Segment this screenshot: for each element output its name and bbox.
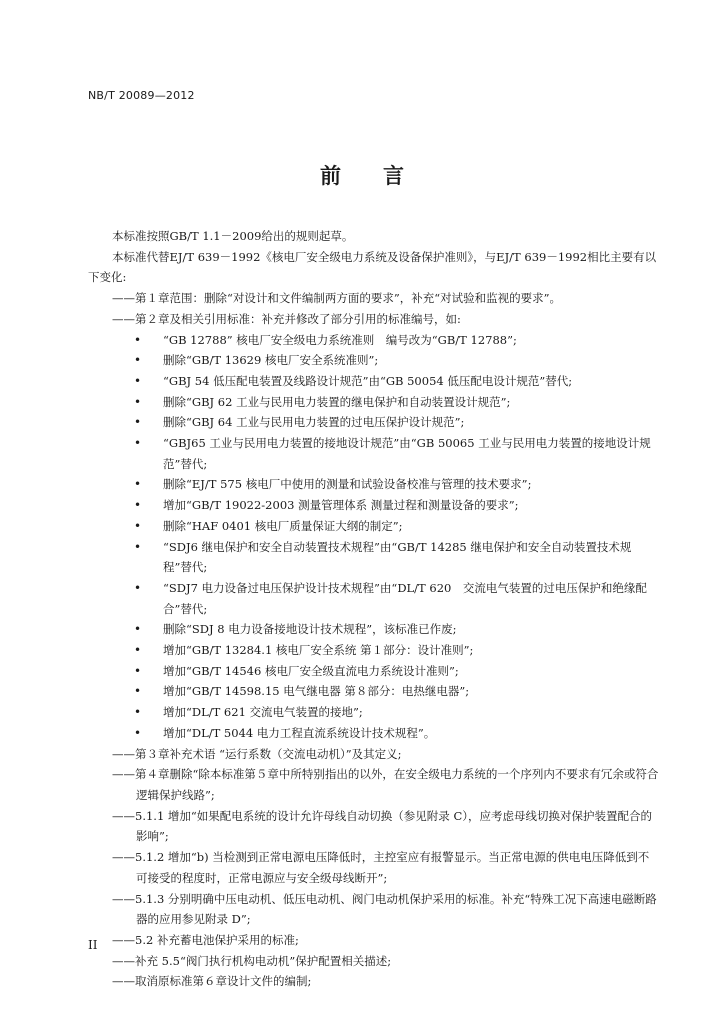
page-number: II <box>88 938 98 952</box>
change-item: ——5.1.1 增加“如果配电系统的设计允许母线自动切换（参见附录 C），应考虑母线切换对保护装置配合的影响”; <box>112 808 652 844</box>
list-item: • 删除“GB/T 13629 核电厂安全系统准则”; <box>163 350 660 371</box>
list-item: • 删除“HAF 0401 核电厂质量保证大纲的制定”; <box>163 516 660 537</box>
list-item: • 删除“SDJ 8 电力设备接地设计技术规程”，该标准已作废; <box>163 619 660 640</box>
list-item: • 增加“DL/T 621 交流电气装置的接地”; <box>163 702 660 723</box>
change-item: ——5.2 补充蓄电池保护采用的标准; <box>112 932 299 947</box>
list-item: • 增加“GB/T 13284.1 核电厂安全系统 第１部分：设计准则”; <box>163 640 660 661</box>
list-item: • “SDJ7 电力设备过电压保护设计技术规程”由“DL/T 620 交流电气装置的过电压保护和绝缘配合”替代; <box>163 578 660 619</box>
list-item: • 增加“GB/T 14598.15 电气继电器 第８部分：电热继电器”; <box>163 681 660 702</box>
body-text <box>88 226 660 992</box>
change-item: ——第４章删除“除本标准第５章中所特别指出的以外，在安全级电力系统的一个序列内不要求有冗余或符合逻辑保护线路”; <box>112 767 659 802</box>
change-item: ——5.1.2 增加“b) 当检测到正常电源电压降低时，主控室应有报警显示。当正常电源的供电电压降低到不可接受的程度时，正常电源应与安全级母线断开”; <box>112 850 650 885</box>
list-item: • 增加“GB/T 19022-2003 测量管理体系 测量过程和测量设备的要求”; <box>163 495 660 516</box>
list-item: • 增加“GB/T 14546 核电厂安全级直流电力系统设计准则”; <box>163 661 660 682</box>
list-item: • 删除“GBJ 64 工业与民用电力装置的过电压保护设计规范”; <box>163 412 660 433</box>
change-item: ——第３章补充术语 “运行系数（交流电动机）”及其定义; <box>112 746 402 761</box>
change-item: ——补充 5.5“阀门执行机构电动机”保护配置相关描述; <box>112 953 392 968</box>
reference-list <box>88 330 660 744</box>
change-item: ——取消原标准第６章设计文件的编制; <box>112 974 312 989</box>
list-item: • “GBJ65 工业与民用电力装置的接地设计规范”由“GB 50065 工业与民用电力装置的接地设计规范”替代; <box>163 433 660 474</box>
change-item: ——第２章及相关引用标准：补充并修改了部分引用的标准编号，如: <box>112 311 461 326</box>
list-item: • “GBJ 54 低压配电装置及线路设计规范”由“GB 50054 低压配电设计规范”替代; <box>163 371 660 392</box>
document-code: NB/T 20089—2012 <box>88 89 195 102</box>
list-item: • 删除“GBJ 62 工业与民用电力装置的继电保护和自动装置设计规范”; <box>163 392 660 413</box>
change-item: ——第１章范围：删除“对设计和文件编制两方面的要求”，补充“对试验和监视的要求”。 <box>112 291 562 306</box>
page-title: 前言 <box>320 163 446 188</box>
list-item: • 删除“EJ/T 575 核电厂中使用的测量和试验设备校准与管理的技术要求”; <box>163 474 660 495</box>
list-item: • 增加“DL/T 5044 电力工程直流系统设计技术规程”。 <box>163 723 660 744</box>
intro-paragraph-2: 本标准代替EJ/T 639－1992《核电厂安全级电力系统及设备保护准则》，与EJ/T 639－1992相比主要有以下变化: <box>88 249 657 285</box>
change-item: ——5.1.3 分别明确中压电动机、低压电动机、阀门电动机保护采用的标准。补充“特殊工况下高速电磁断路器的应用参见附录 D”; <box>112 891 657 927</box>
list-item: • “SDJ6 继电保护和安全自动装置技术规程”由“GB/T 14285 继电保护和安全自动装置技术规程”替代; <box>163 537 660 578</box>
intro-paragraph-1: 本标准按照GB/T 1.1－2009给出的规则起草。 <box>112 229 354 243</box>
list-item: • “GB 12788” 核电厂安全级电力系统准则 编号改为“GB/T 12788”; <box>163 330 660 351</box>
